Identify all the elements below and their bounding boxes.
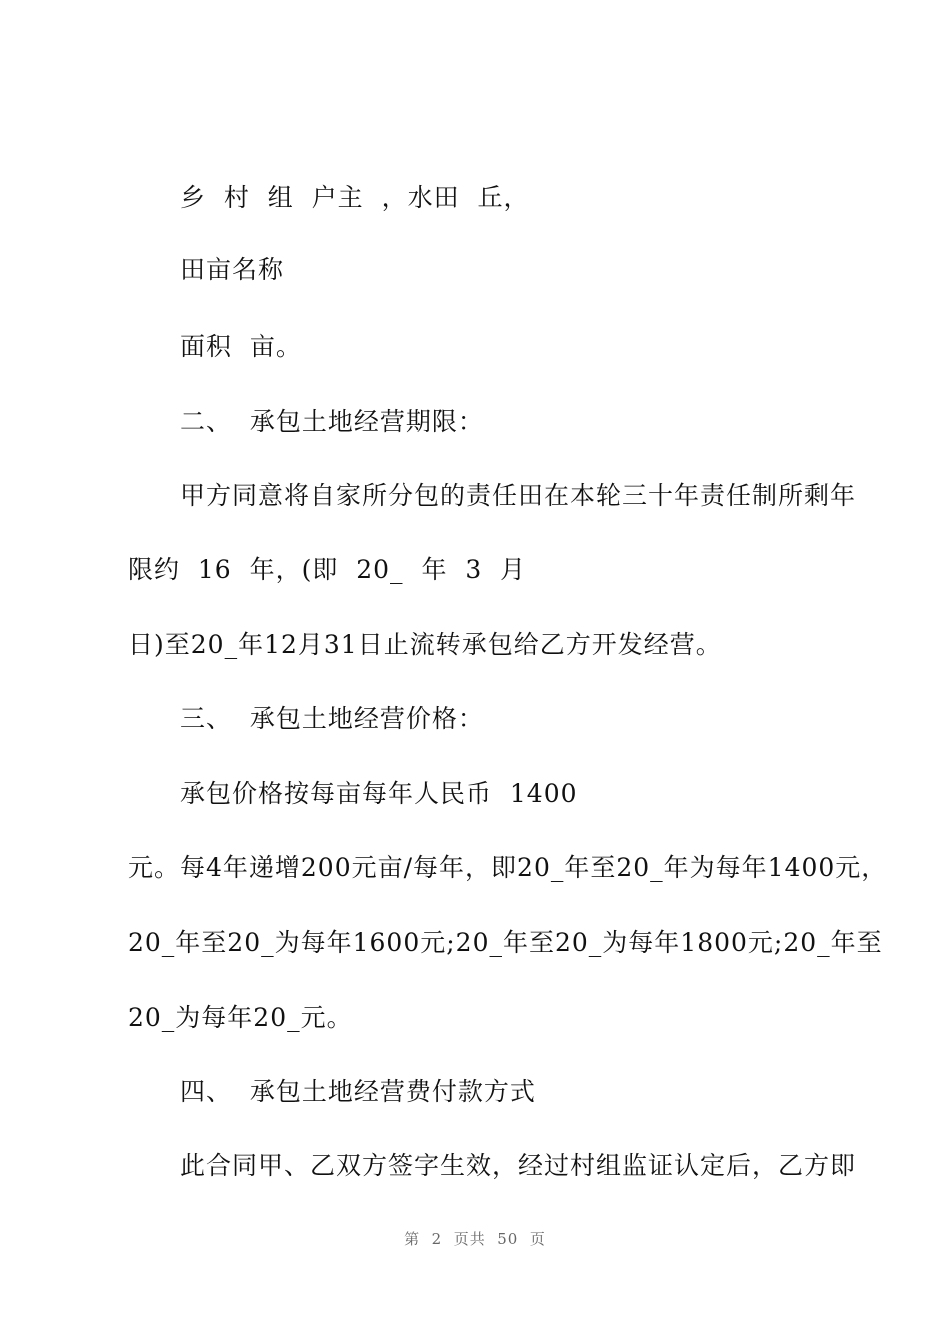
section-heading-price: 三、 承包土地经营价格： <box>180 704 484 733</box>
paragraph-line-3: 面积 亩。 <box>180 332 302 361</box>
paragraph-line-6: 限约 16 年，(即 20_ 年 3 月 <box>128 555 527 584</box>
paragraph-line-2: 田亩名称 <box>180 255 285 284</box>
section-heading-term: 二、 承包土地经营期限： <box>180 407 484 436</box>
paragraph-line-1: 乡 村 组 户主 ，水田 丘， <box>180 183 530 212</box>
section-heading-payment: 四、 承包土地经营费付款方式 <box>180 1077 536 1106</box>
page-number-footer: 第 2 页共 50 页 <box>404 1230 546 1248</box>
paragraph-line-7: 日)至20_年12月31日止流转承包给乙方开发经营。 <box>128 630 722 659</box>
paragraph-line-11: 20_年至20_为每年1600元;20_年至20_为每年1800元;20_年至 <box>128 928 883 957</box>
paragraph-line-9: 承包价格按每亩每年人民币 1400 <box>180 779 578 808</box>
paragraph-line-5: 甲方同意将自家所分包的责任田在本轮三十年责任制所剩年 <box>180 481 857 510</box>
paragraph-line-14: 此合同甲、乙双方签字生效，经过村组监证认定后，乙方即 <box>180 1151 857 1180</box>
paragraph-line-10: 元。每4年递增200元亩/每年，即20_年至20_年为每年1400元， <box>128 853 888 882</box>
paragraph-line-12: 20_为每年20_元。 <box>128 1003 353 1032</box>
